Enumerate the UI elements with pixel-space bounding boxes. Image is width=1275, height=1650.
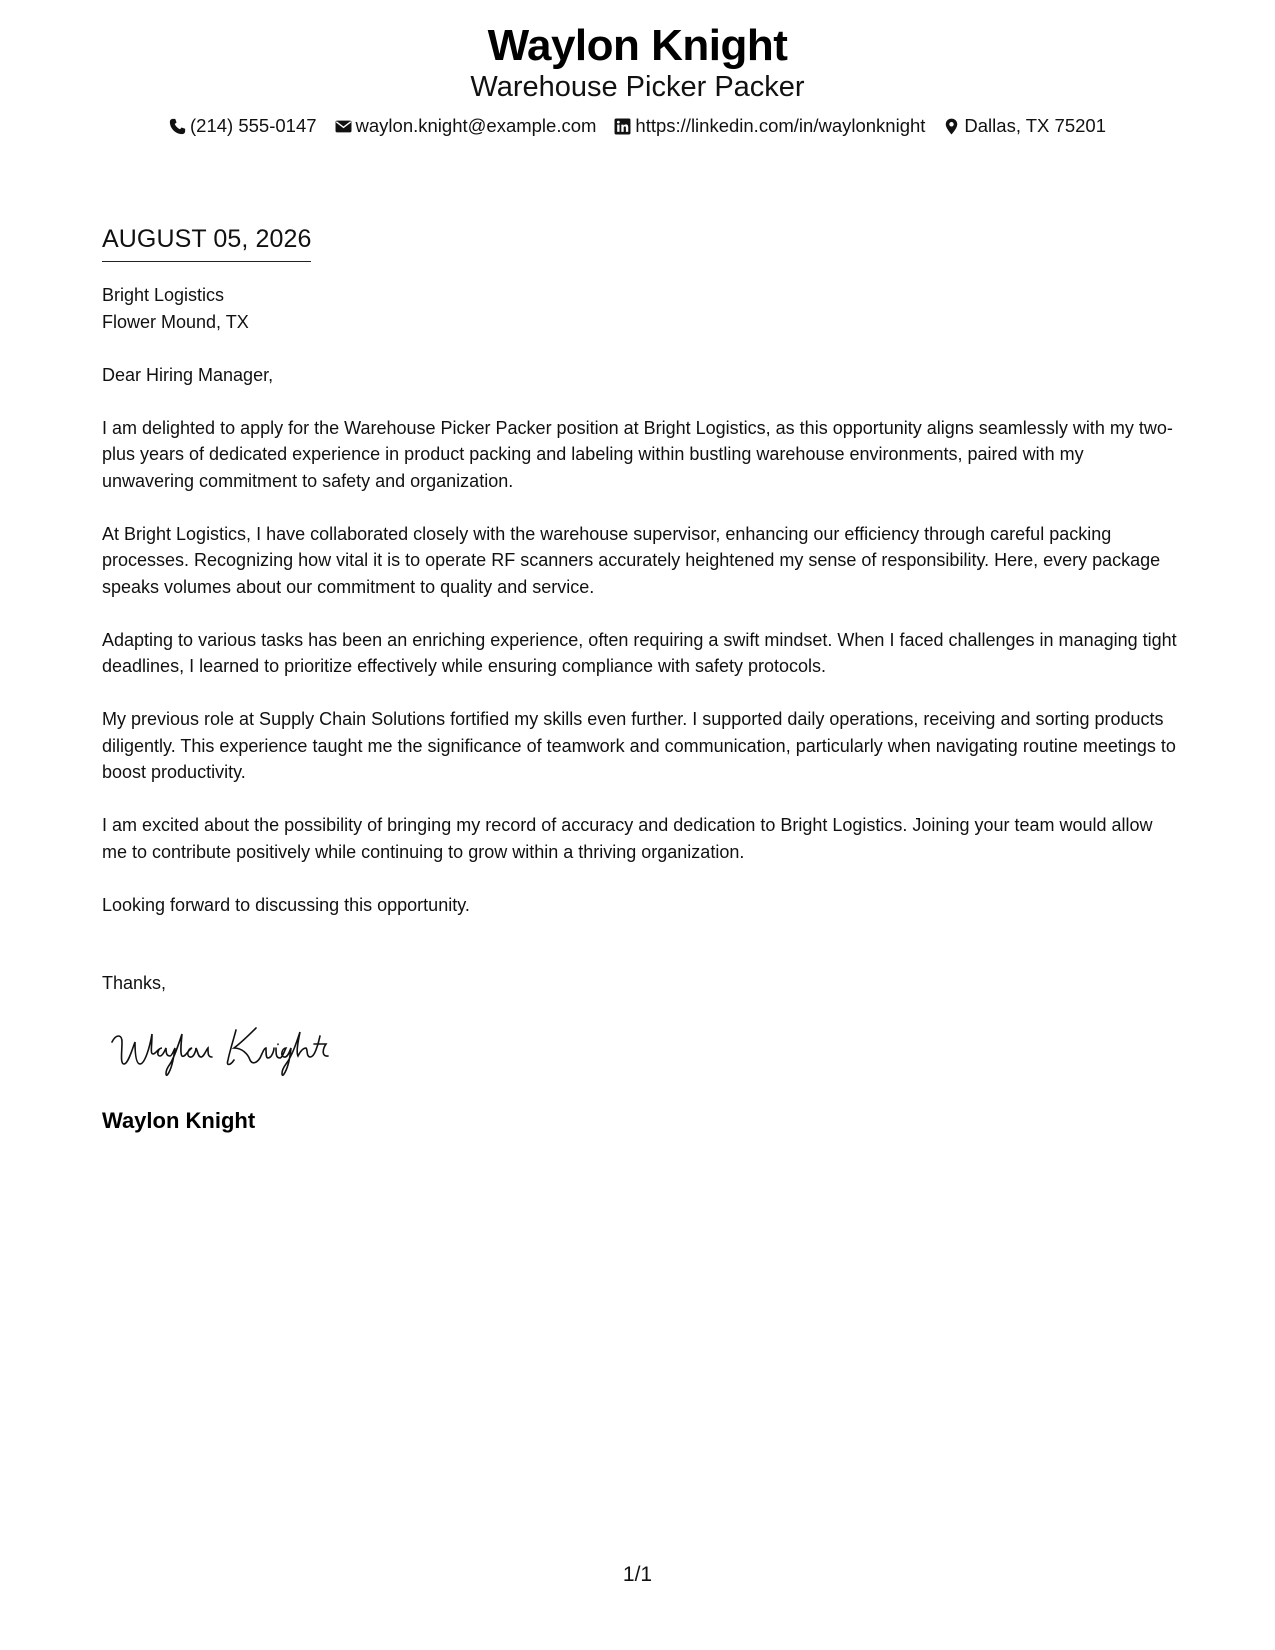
date-block	[102, 223, 311, 262]
email-text[interactable]: waylon.knight@example.com	[355, 115, 597, 136]
salutation: Dear Hiring Manager,	[102, 364, 274, 385]
location-text: Dallas, TX 75201	[964, 115, 1106, 136]
recipient-location: Flower Mound, TX	[102, 311, 249, 332]
letter-date: AUGUST 05, 2026	[102, 223, 311, 262]
paragraph: My previous role at Supply Chain Solutions fortified my skills even further. I supported daily operations, receiving and sorting products diligently. This experience taught me the significance of teamwork and communication, particularly when navigating routine meetings to boost productivity.	[102, 709, 1176, 782]
letter-header	[0, 20, 1275, 138]
phone-icon	[169, 118, 186, 135]
paragraph: Looking forward to discussing this opportunity.	[102, 894, 470, 915]
envelope-icon	[335, 118, 352, 135]
applicant-name: Waylon Knight	[487, 21, 788, 70]
linkedin-icon	[614, 118, 631, 135]
signer-name: Waylon Knight	[102, 1108, 256, 1133]
phone-text[interactable]: (214) 555-0147	[190, 115, 317, 136]
closing: Thanks,	[102, 973, 167, 993]
contact-location	[943, 114, 1106, 138]
map-pin-icon	[943, 118, 960, 135]
paragraph: I am delighted to apply for the Warehouse Picker Packer position at Bright Logistics, as this opportunity aligns seamlessly with my two-plus years of dedicated experience in product packing and labeling within bustling warehouse environments, paired with my unwavering commitment to safety and organization.	[102, 417, 1173, 491]
recipient-company: Bright Logistics	[102, 285, 225, 305]
paragraph: I am excited about the possibility of bringing my record of accuracy and dedication to Bright Logistics. Joining your team would allow me to contribute positively while continuing to grow within a thriving organization.	[102, 815, 1153, 862]
contact-bar	[0, 114, 1275, 138]
contact-email	[335, 114, 597, 138]
page-number: 1/1	[622, 1563, 653, 1586]
paragraph: Adapting to various tasks has been an enriching experience, often requiring a swift mindset. When I faced challenges in managing tight deadlines, I learned to prioritize effectively while ensuring compliance with safety protocols.	[102, 629, 1177, 676]
recipient-block	[102, 282, 1177, 335]
letter-body	[102, 282, 1177, 945]
contact-linkedin	[614, 114, 925, 138]
linkedin-text[interactable]: https://linkedin.com/in/waylonknight	[635, 115, 926, 136]
contact-phone	[169, 114, 317, 138]
handwritten-signature	[108, 1020, 358, 1080]
applicant-title: Warehouse Picker Packer	[470, 71, 805, 103]
paragraph: At Bright Logistics, I have collaborated closely with the warehouse supervisor, enhancing our efficiency through careful packing processes. Recognizing how vital it is to operate RF scanners accurately heightened my sense of responsibility. Here, every package speaks volumes about our commitment to quality and service.	[102, 523, 1161, 597]
